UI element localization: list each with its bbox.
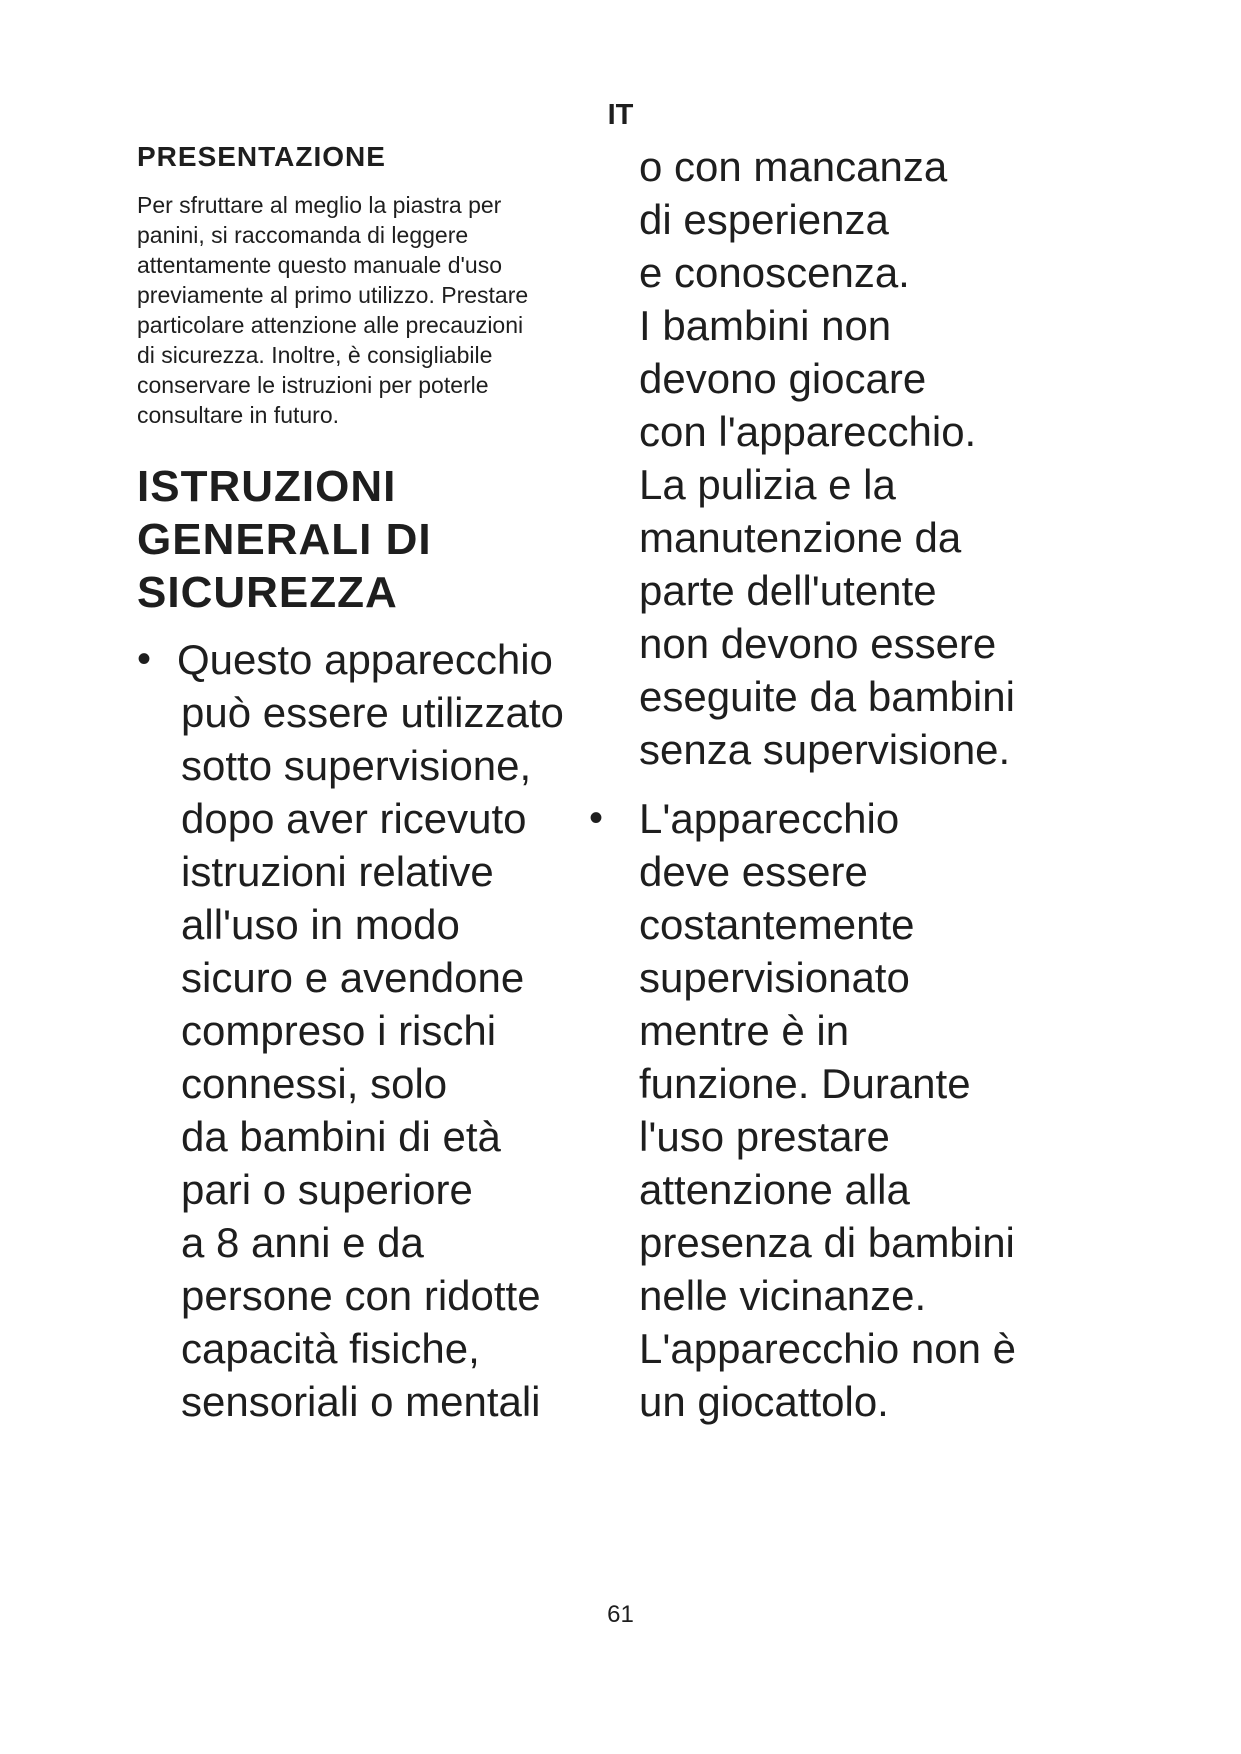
bullet-line: eseguite da bambini bbox=[639, 673, 1015, 720]
safety-bullet-1 bbox=[137, 633, 607, 1428]
intro-line: previamente al primo utilizzo. Prestare bbox=[137, 282, 529, 308]
bullet-line: mentre è in bbox=[639, 1007, 850, 1054]
bullet-line: sotto supervisione, bbox=[181, 742, 532, 789]
bullet-line: compreso i rischi bbox=[181, 1007, 497, 1054]
bullet-line: persone con ridotte bbox=[181, 1272, 541, 1319]
bullet-line: Questo apparecchio bbox=[177, 636, 553, 683]
intro-line: Per sfruttare al meglio la piastra per bbox=[137, 192, 502, 218]
bullet-line: e conoscenza. bbox=[639, 249, 910, 296]
bullet-line: presenza di bambini bbox=[639, 1219, 1015, 1266]
bullet-marker: • bbox=[137, 637, 152, 681]
intro-line: attentamente questo manuale d'uso bbox=[137, 252, 502, 278]
bullet-line: funzione. Durante bbox=[639, 1060, 971, 1107]
safety-title bbox=[137, 460, 607, 619]
bullet-line: L'apparecchio non è bbox=[639, 1325, 1016, 1372]
bullet-line: a 8 anni e da bbox=[181, 1219, 424, 1266]
bullet-marker: • bbox=[589, 796, 604, 840]
right-column bbox=[589, 140, 1109, 1428]
bullet-line: connessi, solo bbox=[181, 1060, 448, 1107]
safety-title-line: ISTRUZIONI bbox=[137, 462, 397, 511]
safety-bullet-2 bbox=[589, 792, 1109, 1428]
bullet-line: nelle vicinanze. bbox=[639, 1272, 927, 1319]
intro-line: consultare in futuro. bbox=[137, 402, 340, 428]
intro-line: conservare le istruzioni per poterle bbox=[137, 372, 489, 398]
bullet-line: può essere utilizzato bbox=[181, 689, 564, 736]
intro-line: di sicurezza. Inoltre, è consigliabile bbox=[137, 342, 493, 368]
page-number: 61 bbox=[607, 1601, 634, 1628]
safety-bullet-1-continued bbox=[639, 140, 1109, 776]
bullet-line: capacità fisiche, bbox=[181, 1325, 480, 1372]
bullet-line: con l'apparecchio. bbox=[639, 408, 977, 455]
bullet-line: pari o superiore bbox=[181, 1166, 473, 1213]
bullet-line: o con mancanza bbox=[639, 143, 948, 190]
left-column bbox=[137, 140, 607, 1428]
language-code: IT bbox=[607, 99, 634, 131]
bullet-line: all'uso in modo bbox=[181, 901, 460, 948]
intro-heading: PRESENTAZIONE bbox=[137, 141, 386, 172]
bullet-line: un giocattolo. bbox=[639, 1378, 889, 1425]
intro-line: panini, si raccomanda di leggere bbox=[137, 222, 469, 248]
bullet-line: La pulizia e la bbox=[639, 461, 896, 508]
bullet-line: devono giocare bbox=[639, 355, 927, 402]
bullet-line: dopo aver ricevuto bbox=[181, 795, 527, 842]
bullet-line: l'uso prestare bbox=[639, 1113, 890, 1160]
safety-title-line: GENERALI DI bbox=[137, 515, 432, 564]
bullet-line: attenzione alla bbox=[639, 1166, 910, 1213]
bullet-line: non devono essere bbox=[639, 620, 997, 667]
bullet-line: costantemente bbox=[639, 901, 915, 948]
bullet-line: senza supervisione. bbox=[639, 726, 1011, 773]
intro-paragraph bbox=[137, 190, 607, 430]
bullet-line: deve essere bbox=[639, 848, 868, 895]
bullet-line: supervisionato bbox=[639, 954, 910, 1001]
bullet-line: parte dell'utente bbox=[639, 567, 937, 614]
bullet-line: istruzioni relative bbox=[181, 848, 494, 895]
bullet-line: da bambini di età bbox=[181, 1113, 501, 1160]
safety-title-line: SICUREZZA bbox=[137, 568, 398, 617]
bullet-line: sicuro e avendone bbox=[181, 954, 525, 1001]
bullet-line: L'apparecchio bbox=[639, 795, 900, 842]
bullet-line: manutenzione da bbox=[639, 514, 962, 561]
intro-line: particolare attenzione alle precauzioni bbox=[137, 312, 524, 338]
bullet-line: I bambini non bbox=[639, 302, 892, 349]
bullet-line: di esperienza bbox=[639, 196, 889, 243]
bullet-line: sensoriali o mentali bbox=[181, 1378, 541, 1425]
